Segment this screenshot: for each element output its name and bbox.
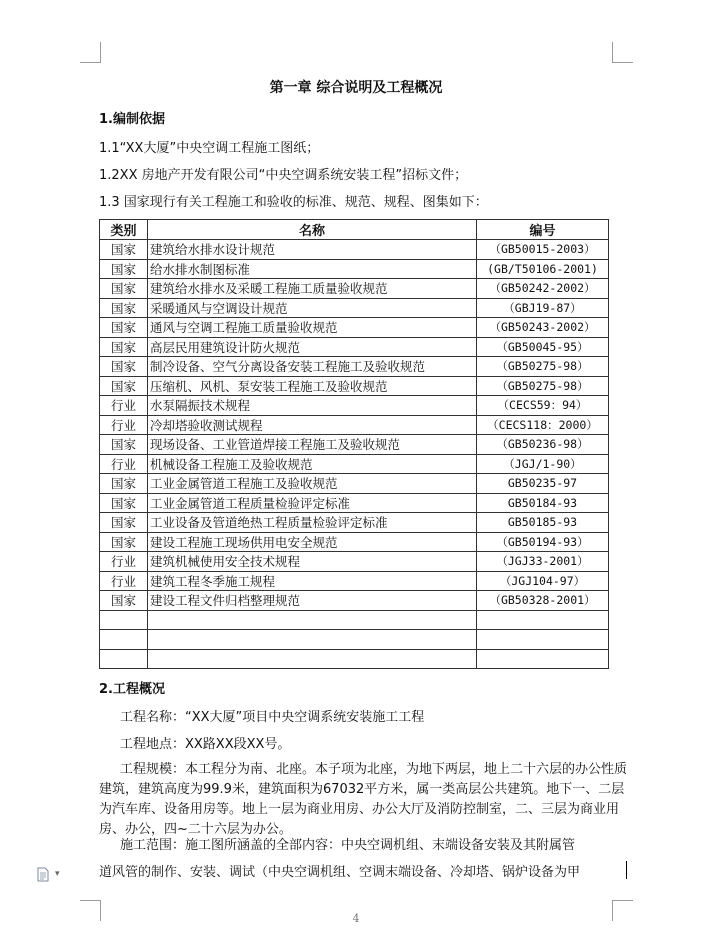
- cell-code[interactable]: （CECS59：94）: [477, 396, 609, 416]
- table-row: [100, 591, 609, 611]
- page-number: 4: [352, 912, 360, 925]
- basis-item-3[interactable]: 1.3 国家现行有关工程施工和验收的标准、规范、规程、图集如下：: [99, 195, 488, 210]
- cell-name[interactable]: 工业金属管道工程施工及验收规范: [148, 474, 477, 494]
- cell-name[interactable]: 建设工程文件归档整理规范: [148, 591, 477, 611]
- cell-name[interactable]: 建筑给水排水设计规范: [148, 240, 477, 260]
- cell-category[interactable]: 行业: [100, 552, 148, 572]
- cell-code[interactable]: (GB/T50106-2001): [477, 259, 609, 279]
- crop-mark-top-left: [80, 42, 101, 63]
- table-row: [100, 435, 609, 455]
- cell-code[interactable]: （GBJ19-87）: [477, 298, 609, 318]
- cell-category[interactable]: 行业: [100, 415, 148, 435]
- table-row: [100, 337, 609, 357]
- cell-name[interactable]: 高层民用建筑设计防火规范: [148, 337, 477, 357]
- cell-category[interactable]: 行业: [100, 396, 148, 416]
- basis-item-1[interactable]: 1.1“XX大厦”中央空调工程施工图纸；: [99, 141, 320, 156]
- table-row: [100, 318, 609, 338]
- cell-category[interactable]: 国家: [100, 259, 148, 279]
- cell-category[interactable]: 国家: [100, 298, 148, 318]
- cell-code[interactable]: [477, 610, 609, 630]
- table-row: [100, 259, 609, 279]
- section-heading-basis[interactable]: 1.编制依据: [99, 112, 165, 127]
- cell-name[interactable]: 建筑给水排水及采暖工程施工质量验收规范: [148, 279, 477, 299]
- cell-name[interactable]: 建设工程施工现场供用电安全规范: [148, 532, 477, 552]
- cell-category[interactable]: 国家: [100, 474, 148, 494]
- cell-name[interactable]: 水泵隔振技术规程: [148, 396, 477, 416]
- cell-category[interactable]: 国家: [100, 240, 148, 260]
- cell-category[interactable]: 国家: [100, 318, 148, 338]
- project-location[interactable]: 工程地点：XX路XX段XX号。: [120, 737, 291, 752]
- project-name[interactable]: 工程名称：“XX大厦”项目中央空调系统安装施工工程: [120, 710, 425, 725]
- table-row: [100, 630, 609, 650]
- cell-name[interactable]: 建筑工程冬季施工规程: [148, 571, 477, 591]
- table-row: [100, 298, 609, 318]
- chevron-down-icon[interactable]: ▾: [55, 869, 60, 879]
- section-heading-overview[interactable]: 2.工程概况: [99, 682, 165, 697]
- document-icon[interactable]: [37, 867, 49, 882]
- cell-category[interactable]: 国家: [100, 493, 148, 513]
- cell-code[interactable]: （CECS118：2000）: [477, 415, 609, 435]
- cell-category[interactable]: [100, 630, 148, 650]
- text-cursor: [626, 861, 627, 879]
- table-row: [100, 571, 609, 591]
- cell-name[interactable]: 制冷设备、空气分离设备安装工程施工及验收规范: [148, 357, 477, 377]
- chapter-title[interactable]: 第一章 综合说明及工程概况: [269, 80, 443, 96]
- table-row: [100, 357, 609, 377]
- cell-code[interactable]: （GB50275-98）: [477, 357, 609, 377]
- project-scale[interactable]: 工程规模：本工程分为南、北座。本子项为北座，为地下两层，地上二十六层的办公性质建筑，建筑高度为99.9米，建筑面积为67032平方米，属一类高层公共建筑。地下一、二层为汽车库、设备用房等。地上一层为商业用房、办公大厅及消防控制室，二、三层为商业用房、办公，四~二十六层为办公。: [99, 762, 628, 837]
- cell-name[interactable]: 工业设备及管道绝热工程质量检验评定标准: [148, 513, 477, 533]
- cell-category[interactable]: 国家: [100, 435, 148, 455]
- cell-category[interactable]: 国家: [100, 591, 148, 611]
- cell-name[interactable]: 工业金属管道工程质量检验评定标准: [148, 493, 477, 513]
- cell-name[interactable]: [148, 649, 477, 669]
- table-row: [100, 493, 609, 513]
- cell-category[interactable]: 国家: [100, 376, 148, 396]
- project-scope-line-2[interactable]: 道风管的制作、安装、调试（中央空调机组、空调末端设备、冷却塔、锅炉设备为甲: [99, 865, 581, 880]
- cell-code[interactable]: GB50184-93: [477, 493, 609, 513]
- cell-category[interactable]: 国家: [100, 279, 148, 299]
- cell-code[interactable]: （JGJ33-2001）: [477, 552, 609, 572]
- basis-item-2[interactable]: 1.2XX 房地产开发有限公司“中央空调系统安装工程”招标文件；: [99, 168, 468, 183]
- table-row: [100, 396, 609, 416]
- cell-name[interactable]: 采暖通风与空调设计规范: [148, 298, 477, 318]
- cell-category[interactable]: 国家: [100, 357, 148, 377]
- cell-name[interactable]: [148, 610, 477, 630]
- cell-category[interactable]: 国家: [100, 337, 148, 357]
- cell-code[interactable]: （GB50236-98）: [477, 435, 609, 455]
- cell-category[interactable]: 国家: [100, 532, 148, 552]
- cell-category[interactable]: [100, 610, 148, 630]
- cell-name[interactable]: [148, 630, 477, 650]
- table-row: [100, 454, 609, 474]
- table-row: [100, 474, 609, 494]
- cell-code[interactable]: （GB50194-93）: [477, 532, 609, 552]
- header-category[interactable]: 类别: [100, 220, 148, 240]
- table-row: [100, 240, 609, 260]
- cell-code[interactable]: [477, 630, 609, 650]
- table-row: [100, 532, 609, 552]
- cell-code[interactable]: （GB50015-2003）: [477, 240, 609, 260]
- cell-name[interactable]: 通风与空调工程施工质量验收规范: [148, 318, 477, 338]
- crop-mark-top-right: [612, 42, 633, 63]
- cell-category[interactable]: 行业: [100, 454, 148, 474]
- standards-table: [99, 219, 609, 669]
- cell-name[interactable]: 冷却塔验收测试规程: [148, 415, 477, 435]
- table-row: [100, 513, 609, 533]
- cell-category[interactable]: 行业: [100, 571, 148, 591]
- cell-code[interactable]: （JGJ104-97）: [477, 571, 609, 591]
- cell-name[interactable]: 压缩机、风机、泵安装工程施工及验收规范: [148, 376, 477, 396]
- cell-code[interactable]: GB50185-93: [477, 513, 609, 533]
- table-row: [100, 376, 609, 396]
- cell-code[interactable]: （GB50328-2001）: [477, 591, 609, 611]
- cell-code[interactable]: （JGJ/1-90）: [477, 454, 609, 474]
- table-header-row: [100, 220, 609, 240]
- table-row: [100, 279, 609, 299]
- header-code[interactable]: 编号: [477, 220, 609, 240]
- table-row: [100, 415, 609, 435]
- table-row: [100, 649, 609, 669]
- header-name[interactable]: 名称: [148, 220, 477, 240]
- table-row: [100, 610, 609, 630]
- table-row: [100, 552, 609, 572]
- cell-code[interactable]: （GB50045-95）: [477, 337, 609, 357]
- cell-name[interactable]: 建筑机械使用安全技术规程: [148, 552, 477, 572]
- cell-name[interactable]: 给水排水制图标准: [148, 259, 477, 279]
- cell-category[interactable]: [100, 649, 148, 669]
- cell-category[interactable]: 国家: [100, 513, 148, 533]
- cell-code[interactable]: GB50235-97: [477, 474, 609, 494]
- cell-code[interactable]: （GB50275-98）: [477, 376, 609, 396]
- cell-code[interactable]: （GB50243-2002）: [477, 318, 609, 338]
- project-scope-line-1[interactable]: 施工范围：施工图所涵盖的全部内容：中央空调机组、末端设备安装及其附属管: [120, 838, 576, 853]
- cell-code[interactable]: [477, 649, 609, 669]
- cell-code[interactable]: （GB50242-2002）: [477, 279, 609, 299]
- cell-name[interactable]: 现场设备、工业管道焊接工程施工及验收规范: [148, 435, 477, 455]
- cell-name[interactable]: 机械设备工程施工及验收规范: [148, 454, 477, 474]
